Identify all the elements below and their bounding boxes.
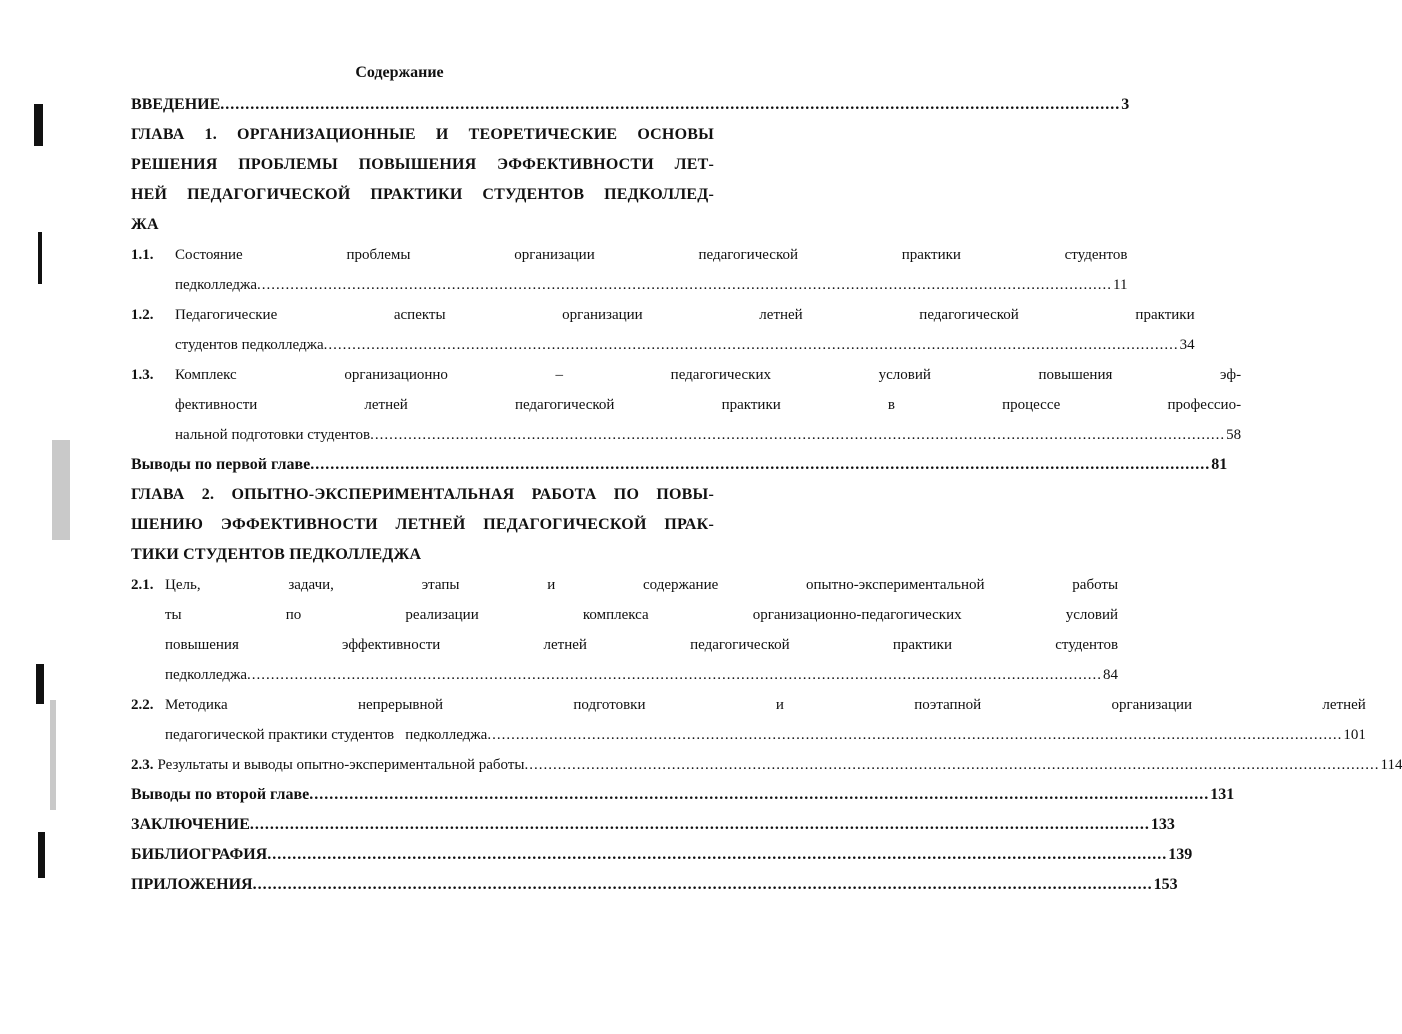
section-number: 2.3.: [131, 757, 154, 773]
toc-label: Результаты и выводы опытно-экспериментальной работы: [157, 757, 525, 773]
toc-page: 131: [1210, 786, 1235, 803]
table-of-contents: [131, 90, 1402, 900]
dot-leader: [257, 270, 1112, 300]
section-line: Педагогические аспекты организации летней педагогической практики: [175, 307, 1195, 323]
scan-artifact-strip: [52, 440, 70, 540]
dot-leader: [310, 450, 1210, 480]
dot-leader: [324, 330, 1179, 360]
section-line: повышения эффективности летней педагогической практики студентов: [165, 637, 1119, 653]
toc-page: 34: [1179, 337, 1195, 353]
section-line: педколледжа: [165, 667, 248, 683]
toc-page: 153: [1153, 876, 1178, 893]
dot-leader: [253, 870, 1153, 900]
section-line: фективности летней педагогической практики в процессе профессио-: [175, 397, 1242, 413]
section-number: 2.2.: [131, 697, 154, 713]
dot-leader: [309, 780, 1209, 810]
toc-entry-intro: [131, 90, 1130, 120]
toc-label: Выводы по второй главе: [131, 786, 310, 803]
heading-line: ШЕНИЮ ЭФФЕКТИВНОСТИ ЛЕТНЕЙ ПЕДАГОГИЧЕСКОЙ ПРАК-: [131, 516, 714, 533]
section-line: нальной подготовки студентов: [175, 427, 371, 443]
toc-page: 81: [1211, 456, 1228, 473]
section-line: Комплекс организационно – педагогических условий повышения эф-: [175, 367, 1242, 383]
section-line: Методика непрерывной подготовки и поэтапной организации летней: [165, 697, 1366, 713]
section-line: студентов педколледжа: [175, 337, 324, 353]
chapter-1-heading: [131, 120, 714, 240]
dot-leader: [220, 90, 1120, 120]
toc-entry-conclusion: [131, 810, 1175, 840]
section-line: Состояние проблемы организации педагогической практики студентов: [175, 247, 1128, 263]
chapter-2-heading: [131, 480, 714, 570]
heading-line: РЕШЕНИЯ ПРОБЛЕМЫ ПОВЫШЕНИЯ ЭФФЕКТИВНОСТИ ЛЕТ-: [131, 156, 714, 173]
toc-entry-2-3: [131, 750, 1402, 780]
toc-page: 114: [1380, 757, 1402, 773]
toc-label: Выводы по первой главе: [131, 456, 311, 473]
toc-entry-2-2: [131, 690, 1366, 750]
section-line: педколледжа: [175, 277, 258, 293]
toc-label: ВВЕДЕНИЕ: [131, 96, 221, 113]
toc-page: 84: [1103, 667, 1119, 683]
section-line: педагогической практики студентов педколледжа: [165, 727, 488, 743]
heading-line: ЖА: [131, 216, 159, 233]
toc-entry-conclusions-1: [131, 450, 1228, 480]
section-line: Цель, задачи, этапы и содержание опытно-экспериментальной работы: [165, 577, 1119, 593]
dot-leader: [250, 810, 1150, 840]
toc-label: ЗАКЛЮЧЕНИЕ: [131, 816, 250, 833]
dot-leader: [487, 720, 1342, 750]
toc-entry-1-2: [131, 300, 1195, 360]
dot-leader: [267, 840, 1167, 870]
heading-line: ГЛАВА 2. ОПЫТНО-ЭКСПЕРИМЕНТАЛЬНАЯ РАБОТА ПО ПОВЫ-: [131, 486, 714, 503]
toc-entry-1-3: [131, 360, 1242, 450]
toc-page: 3: [1121, 96, 1130, 113]
scan-artifact-lower: [36, 664, 44, 704]
section-line: ты по реализации комплекса организационно-педагогических условий: [165, 607, 1119, 623]
heading-line: НЕЙ ПЕДАГОГИЧЕСКОЙ ПРАКТИКИ СТУДЕНТОВ ПЕДКОЛЛЕД-: [131, 186, 714, 203]
section-number: 1.2.: [131, 307, 154, 323]
toc-entry-2-1: [131, 570, 1119, 690]
page-title: Содержание: [355, 64, 444, 81]
heading-line: ГЛАВА 1. ОРГАНИЗАЦИОННЫЕ И ТЕОРЕТИЧЕСКИЕ ОСНОВЫ: [131, 126, 714, 143]
section-number: 1.1.: [131, 247, 154, 263]
section-number: 2.1.: [131, 577, 154, 593]
scan-artifact-mid: [38, 232, 42, 284]
dot-leader: [370, 420, 1225, 450]
toc-page: 133: [1150, 816, 1175, 833]
toc-entry-appendices: [131, 870, 1178, 900]
toc-page: 139: [1168, 846, 1193, 863]
toc-label: БИБЛИОГРАФИЯ: [131, 846, 268, 863]
toc-page: 11: [1113, 277, 1128, 293]
scan-artifact-strip-2: [50, 700, 56, 810]
toc-entry-bibliography: [131, 840, 1193, 870]
toc-entry-conclusions-2: [131, 780, 1235, 810]
toc-entry-1-1: [131, 240, 1128, 300]
toc-label: ПРИЛОЖЕНИЯ: [131, 876, 253, 893]
scan-artifact-bottom: [38, 832, 45, 878]
toc-page: 58: [1226, 427, 1242, 443]
section-number: 1.3.: [131, 367, 154, 383]
toc-page: 101: [1343, 727, 1366, 743]
dot-leader: [247, 660, 1102, 690]
heading-line: ТИКИ СТУДЕНТОВ ПЕДКОЛЛЕДЖА: [131, 546, 422, 563]
dot-leader: [525, 750, 1380, 780]
scan-artifact-top: [34, 104, 43, 146]
